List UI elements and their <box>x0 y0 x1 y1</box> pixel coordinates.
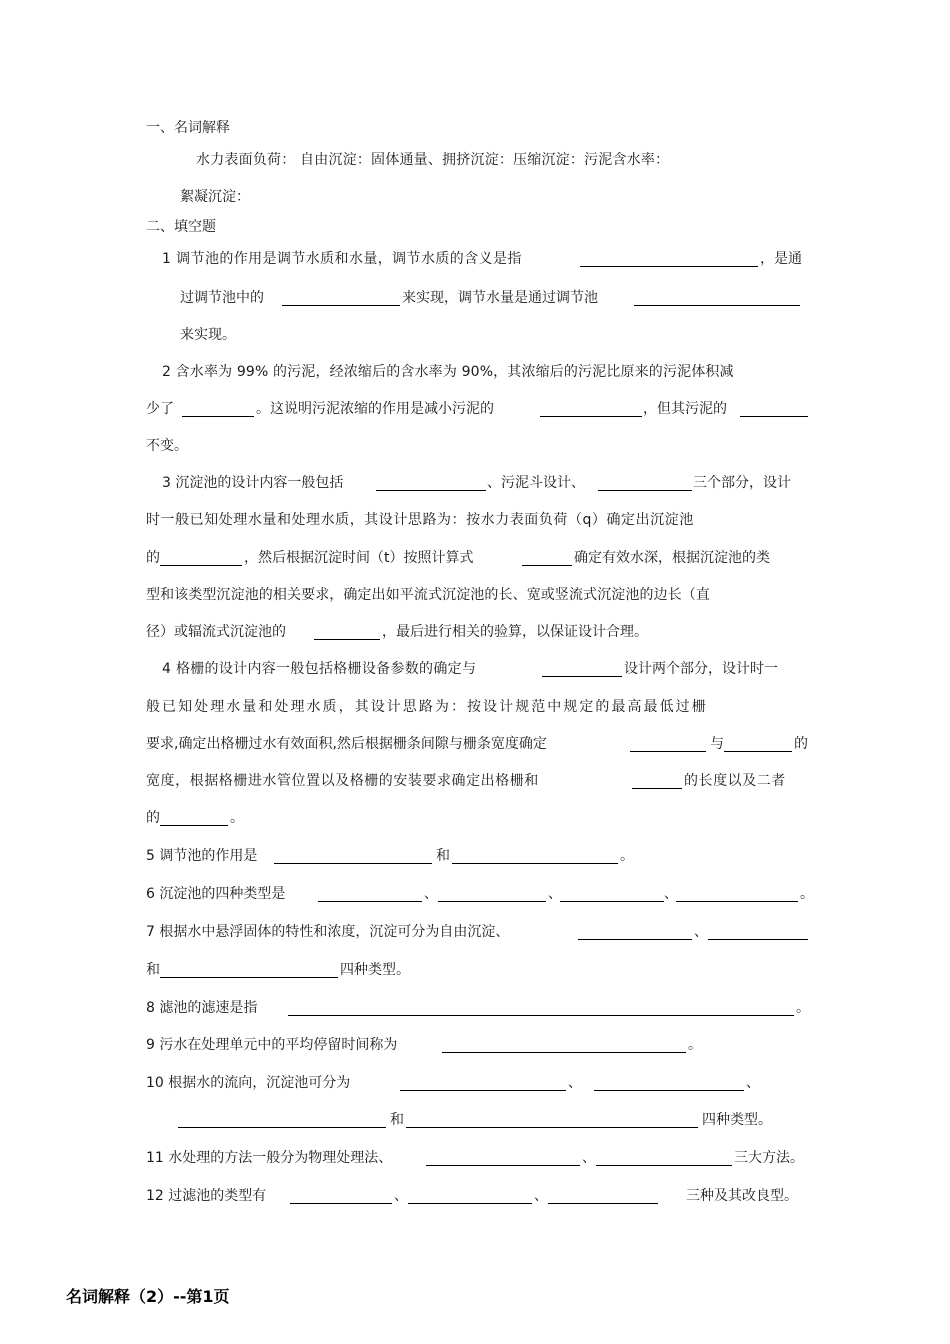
q12-blank-3[interactable] <box>548 1203 658 1204</box>
q10-line2-end: 四种类型。 <box>702 1112 772 1128</box>
q1-blank-1[interactable] <box>580 266 758 267</box>
q4-line5-text: 的 <box>146 810 160 826</box>
q5-end: 。 <box>620 848 634 864</box>
q3-line2-text: 时一般已知处理水量和处理水质，其设计思路为：按水力表面负荷（q）确定出沉淀池 <box>146 512 694 528</box>
q7-line2-text: 和 <box>146 962 160 978</box>
q2-blank-3[interactable] <box>740 416 808 417</box>
q4-line2-text: 般已知处理水量和处理水质，其设计思路为：按设计规范中规定的最高最低过栅 <box>146 699 708 715</box>
q4-blank-2[interactable] <box>630 751 706 752</box>
q7-blank-3[interactable] <box>160 977 338 978</box>
q2-line2-text: 少了 <box>146 401 174 417</box>
q3-line5-end: ，最后进行相关的验算，以保证设计合理。 <box>382 624 648 640</box>
q6-sep-2: 、 <box>548 886 562 902</box>
q10-sep-1: 、 <box>568 1075 582 1091</box>
q6-end: 。 <box>800 886 814 902</box>
q9-blank-1[interactable] <box>442 1052 686 1053</box>
q11-blank-1[interactable] <box>426 1165 580 1166</box>
q6-text: 6 沉淀池的四种类型是 <box>146 886 286 902</box>
q3-line1-end: 三个部分，设计 <box>693 475 791 491</box>
q1-blank-2[interactable] <box>282 305 400 306</box>
q8-end: 。 <box>796 1000 810 1016</box>
q3-blank-5[interactable] <box>314 639 380 640</box>
q7-line1-text: 7 根据水中悬浮固体的特性和浓度，沉淀可分为自由沉淀、 <box>146 924 510 940</box>
q6-blank-1[interactable] <box>318 901 422 902</box>
q5-blank-1[interactable] <box>274 863 432 864</box>
q1-line2-mid: 来实现，调节水量是通过调节池 <box>402 290 598 306</box>
q1-line1-text: 1 调节池的作用是调节水质和水量，调节水质的含义是指 <box>162 251 522 267</box>
q2-blank-1[interactable] <box>182 416 254 417</box>
q11-sep: 、 <box>582 1150 596 1166</box>
q12-blank-1[interactable] <box>290 1203 392 1204</box>
q9-end: 。 <box>688 1037 702 1053</box>
section-heading-fill: 二、填空题 <box>146 219 216 235</box>
q10-and: 和 <box>390 1112 404 1128</box>
q2-line2-mid: 。这说明污泥浓缩的作用是减小污泥的 <box>256 401 494 417</box>
q1-blank-3[interactable] <box>634 305 800 306</box>
q11-text: 11 水处理的方法一般分为物理处理法、 <box>146 1150 393 1166</box>
terms-line-1: 水力表面负荷： 自由沉淀：固体通量、拥挤沉淀：压缩沉淀：污泥含水率： <box>196 152 670 168</box>
q4-line1-text: 4 格栅的设计内容一般包括格栅设备参数的确定与 <box>162 661 477 677</box>
q4-line3-end: 的 <box>794 736 808 752</box>
q8-text: 8 滤池的滤速是指 <box>146 1000 258 1016</box>
q10-blank-4[interactable] <box>406 1127 698 1128</box>
q2-line1-text: 2 含水率为 99% 的污泥，经浓缩后的含水率为 90%，其浓缩后的污泥比原来的污泥体积减 <box>162 364 734 380</box>
q3-line5-text: 径）或辐流式沉淀池的 <box>146 624 286 640</box>
page-footer: 名词解释（2）--第1页 <box>66 1287 230 1306</box>
q12-text: 12 过滤池的类型有 <box>146 1188 267 1204</box>
q6-blank-4[interactable] <box>676 901 798 902</box>
q3-blank-3[interactable] <box>160 565 242 566</box>
q7-sep: 、 <box>694 924 708 940</box>
q3-line4-text: 型和该类型沉淀池的相关要求，确定出如平流式沉淀池的长、宽或竖流式沉淀池的边长（直 <box>146 587 710 603</box>
q11-end: 三大方法。 <box>734 1150 804 1166</box>
terms-line-2: 絮凝沉淀： <box>180 189 250 205</box>
section-heading-terms: 一、名词解释 <box>146 120 230 136</box>
q2-blank-2[interactable] <box>540 416 642 417</box>
q3-line1-mid: 、污泥斗设计、 <box>487 475 585 491</box>
q4-blank-3[interactable] <box>724 751 792 752</box>
q5-and: 和 <box>436 848 450 864</box>
q4-line5-end: 。 <box>230 810 244 826</box>
q3-line3-text: 的 <box>146 550 160 566</box>
q12-sep-2: 、 <box>534 1188 548 1204</box>
q7-blank-2[interactable] <box>708 939 808 940</box>
q4-line1-end: 设计两个部分，设计时一 <box>624 661 778 677</box>
q1-line1-end: ，是通 <box>760 251 802 267</box>
q12-sep-1: 、 <box>394 1188 408 1204</box>
q1-line2-text: 过调节池中的 <box>180 290 264 306</box>
q6-blank-3[interactable] <box>560 901 664 902</box>
q10-sep-2: 、 <box>746 1075 760 1091</box>
q4-blank-5[interactable] <box>160 825 228 826</box>
q11-blank-2[interactable] <box>596 1165 732 1166</box>
q10-line1-text: 10 根据水的流向，沉淀池可分为 <box>146 1075 351 1091</box>
q7-blank-1[interactable] <box>578 939 692 940</box>
q4-blank-4[interactable] <box>632 788 682 789</box>
q12-blank-2[interactable] <box>408 1203 532 1204</box>
q4-line3-text: 要求,确定出格栅过水有效面积,然后根据栅条间隙与栅条宽度确定 <box>146 736 547 752</box>
q8-blank-1[interactable] <box>288 1015 794 1016</box>
q3-blank-4[interactable] <box>522 565 572 566</box>
q6-blank-2[interactable] <box>438 901 546 902</box>
q3-blank-2[interactable] <box>598 490 692 491</box>
q10-blank-3[interactable] <box>178 1127 386 1128</box>
q3-blank-1[interactable] <box>376 490 486 491</box>
q4-line3-mid: 与 <box>710 736 724 752</box>
q12-end: 三种及其改良型。 <box>686 1188 798 1204</box>
q3-line3-mid: ，然后根据沉淀时间（t）按照计算式 <box>244 550 474 566</box>
q3-line3-end: 确定有效水深，根据沉淀池的类 <box>574 550 770 566</box>
q4-line4-text: 宽度，根据格栅进水管位置以及格栅的安装要求确定出格栅和 <box>146 773 539 789</box>
q4-blank-1[interactable] <box>542 676 622 677</box>
q3-line1-text: 3 沉淀池的设计内容一般包括 <box>162 475 344 491</box>
q4-line4-end: 的长度以及二者 <box>684 773 786 789</box>
q9-text: 9 污水在处理单元中的平均停留时间称为 <box>146 1037 398 1053</box>
q5-text: 5 调节池的作用是 <box>146 848 258 864</box>
q6-sep-3: 、 <box>664 886 678 902</box>
q6-sep-1: 、 <box>424 886 438 902</box>
q1-line3-text: 来实现。 <box>180 327 236 343</box>
q2-line3-text: 不变。 <box>146 438 188 454</box>
q10-blank-1[interactable] <box>400 1090 566 1091</box>
q5-blank-2[interactable] <box>452 863 618 864</box>
q2-line2-mid2: ，但其污泥的 <box>643 401 727 417</box>
q7-line2-end: 四种类型。 <box>340 962 410 978</box>
q10-blank-2[interactable] <box>594 1090 744 1091</box>
